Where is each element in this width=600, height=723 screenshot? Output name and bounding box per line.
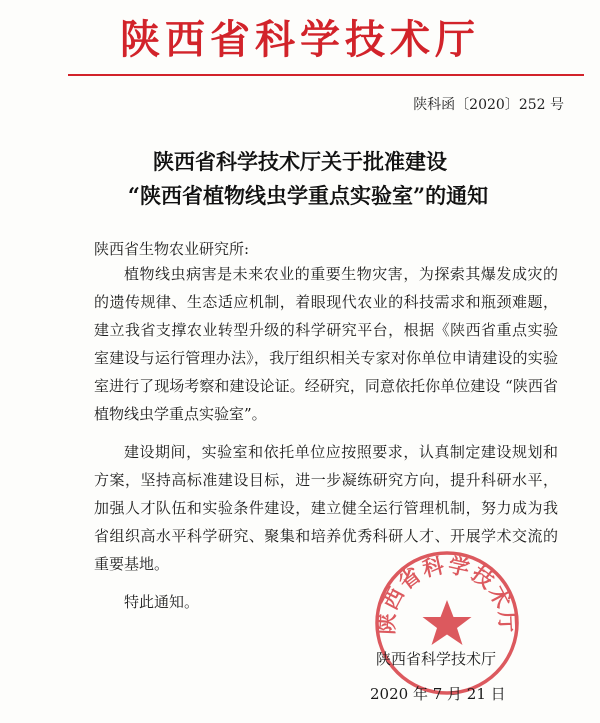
letterhead-title: 陕西省科学技术厅 xyxy=(120,17,480,63)
letterhead-rule xyxy=(68,74,584,76)
body-paragraph-1: 植物线虫病害是未来农业的重要生物灾害，为探索其爆发成灾的的遗传规律、生态适应机制，着眼现代农业的科技需求和瓶颈难题，建立我省支撑农业转型升级的科学研究平台，根据《陕西省重点实验室建设与运行管理办法》，我厅组织相关专家对你单位申请建设的实验室进行了现场考察和建设论证。经研究，同意依托你单位建设 “陕西省植物线虫学重点实验室”。 xyxy=(94,265,558,423)
document-number: 陕科函〔2020〕252 号 xyxy=(413,97,564,113)
signature-organization: 陕西省科学技术厅 xyxy=(376,650,497,668)
addressee: 陕西省生物农业研究所: xyxy=(94,240,250,258)
body-paragraph-2: 建设期间，实验室和依托单位应按照要求，认真制定建设规划和方案，坚持高标准建设目标，进一步凝练研究方向，提升科研水平，加强人才队伍和实验条件建设，建立健全运行管理机制，努力成为我省组织高水平科学研究、聚集和培养优秀科研人才、开展学术交流的重要基地。 xyxy=(94,443,558,573)
seal-arc-text: 陕西省科学技术厅 xyxy=(374,552,520,635)
signature-date: 2020 年 7 月 21 日 xyxy=(370,685,506,703)
document-title-line-1: 陕西省科学技术厅关于批准建设 xyxy=(153,149,447,174)
closing-paragraph: 特此通知。 xyxy=(124,593,200,611)
document-title-line-2: “陕西省植物线虫学重点实验室”的通知 xyxy=(127,183,489,208)
